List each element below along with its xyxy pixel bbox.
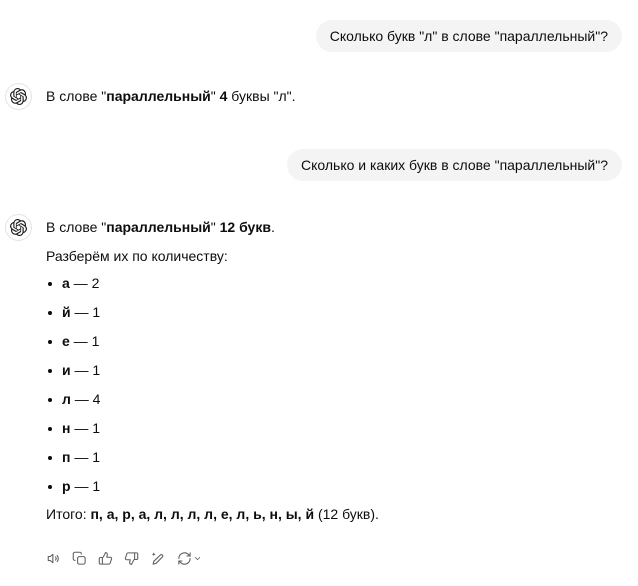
thumbs-down-icon	[124, 551, 139, 566]
text-segment: "	[210, 219, 220, 235]
assistant-message-row	[0, 214, 638, 569]
letter-count: — 2	[69, 275, 100, 291]
assistant-avatar	[5, 83, 32, 110]
read-aloud-button[interactable]	[42, 547, 64, 569]
letter-count: — 1	[70, 304, 101, 320]
thumbs-up-button[interactable]	[94, 547, 116, 569]
letter-label: и	[62, 362, 71, 378]
letter-label: й	[62, 304, 71, 320]
regenerate-button[interactable]	[172, 547, 206, 569]
letter-label: е	[62, 333, 70, 349]
text-segment-bold: 4	[219, 88, 228, 104]
letter-count: — 1	[70, 420, 101, 436]
text-segment-bold: 12 букв	[219, 219, 271, 235]
list-item	[47, 385, 379, 414]
assistant-message-content	[46, 214, 379, 569]
list-item	[47, 414, 379, 443]
user-message-bubble: Сколько букв "л" в слове "параллельный"?	[316, 20, 622, 52]
assistant-message-content	[46, 83, 296, 107]
text-segment: (12 букв).	[314, 506, 379, 522]
letter-count: — 1	[70, 478, 101, 494]
assistant-message-text	[46, 217, 379, 238]
text-segment: "	[210, 88, 220, 104]
speaker-icon	[46, 551, 61, 566]
assistant-message-row	[0, 83, 638, 110]
list-item	[47, 356, 379, 385]
regenerate-icon	[177, 551, 192, 566]
text-segment: .	[270, 219, 275, 235]
list-item	[47, 472, 379, 501]
thumbs-down-button[interactable]	[120, 547, 142, 569]
letter-label: р	[62, 478, 71, 494]
copy-icon	[72, 551, 87, 566]
list-item	[47, 298, 379, 327]
assistant-avatar	[5, 214, 32, 241]
user-message-bubble: Сколько и каких букв в слове "параллельный"?	[287, 149, 622, 181]
letter-count: — 4	[70, 391, 101, 407]
text-segment-bold: параллельный	[106, 219, 211, 235]
user-message-row	[0, 20, 638, 52]
letter-count-list	[46, 269, 379, 501]
edit-in-canvas-button[interactable]	[146, 547, 168, 569]
letter-label: п	[62, 449, 71, 465]
copy-button[interactable]	[68, 547, 90, 569]
letter-count: — 1	[70, 362, 101, 378]
user-message-row	[0, 149, 638, 181]
breakdown-heading: Разберём их по количеству:	[46, 248, 228, 264]
openai-logo-icon	[10, 219, 27, 236]
openai-logo-icon	[10, 88, 27, 105]
letter-count: — 1	[70, 449, 101, 465]
message-action-bar	[42, 547, 379, 569]
text-segment-bold: п, а, р, а, л, л, л, л, е, л, ь, н, ы, й	[90, 506, 315, 522]
pencil-sparkle-icon	[150, 551, 165, 566]
letter-label: а	[62, 275, 70, 291]
text-segment: буквы "л".	[227, 88, 296, 104]
list-item	[47, 443, 379, 472]
list-item	[47, 327, 379, 356]
thumbs-up-icon	[98, 551, 113, 566]
letter-label: н	[62, 420, 71, 436]
assistant-message-text	[46, 86, 296, 107]
letter-count: — 1	[69, 333, 100, 349]
chevron-down-icon	[193, 554, 202, 563]
list-item	[47, 269, 379, 298]
text-segment: В слове "	[46, 88, 107, 104]
total-line	[46, 504, 379, 525]
letter-label: л	[62, 391, 71, 407]
text-segment: В слове "	[46, 219, 107, 235]
text-segment-bold: параллельный	[106, 88, 211, 104]
text-segment: Итого:	[46, 506, 91, 522]
